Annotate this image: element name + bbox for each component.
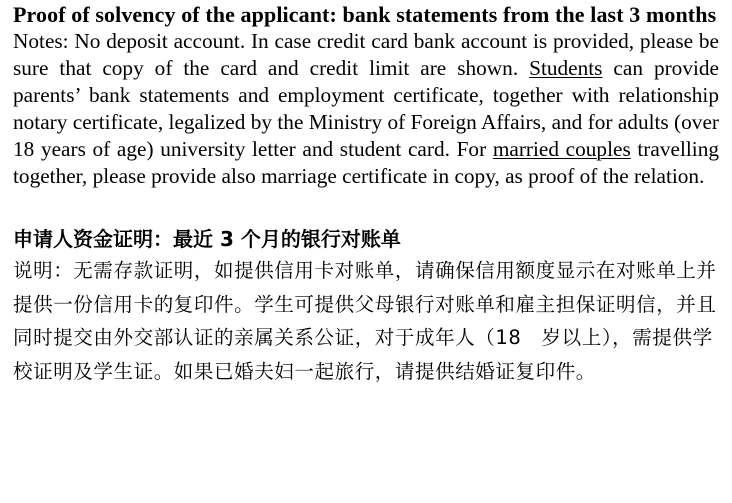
english-section xyxy=(13,1,719,190)
chinese-notes: 说明：无需存款证明，如提供信用卡对账单，请确保信用额度显示在对账单上并提供一份信用卡的复印件。学生可提供父母银行对账单和雇主担保证明信，并且同时提交由外交部认证的亲属关系公证，对于成年人（18 岁以上），需提供学校证明及学生证。如果已婚夫妇一起旅行，请提供结婚证复印件。 xyxy=(13,259,717,383)
english-title: Proof of solvency of the applicant: bank statements from the last 3 months xyxy=(13,2,717,27)
notes-text-2: can provide parents’ bank statements and employment certificate, together with relationship notary certificate, legalized by the Ministry of Foreign Affairs, and for adults (over 18 years of age) university letter and student card. For xyxy=(13,56,719,161)
document-page xyxy=(13,0,719,388)
students-underlined: Students xyxy=(529,56,603,80)
married-couples-underlined: married couples xyxy=(492,137,631,161)
notes-text-1: Notes: No deposit account. In case credit card bank account is provided, please be sure that copy of the card and credit limit are shown. xyxy=(13,29,719,80)
notes-text-3: travelling together, please provide also marriage certificate in copy, as proof of the relation. xyxy=(13,137,719,188)
english-notes xyxy=(13,28,719,190)
chinese-section xyxy=(13,224,719,388)
chinese-title: 申请人资金证明：最近 3 个月的银行对账单 xyxy=(13,227,401,251)
